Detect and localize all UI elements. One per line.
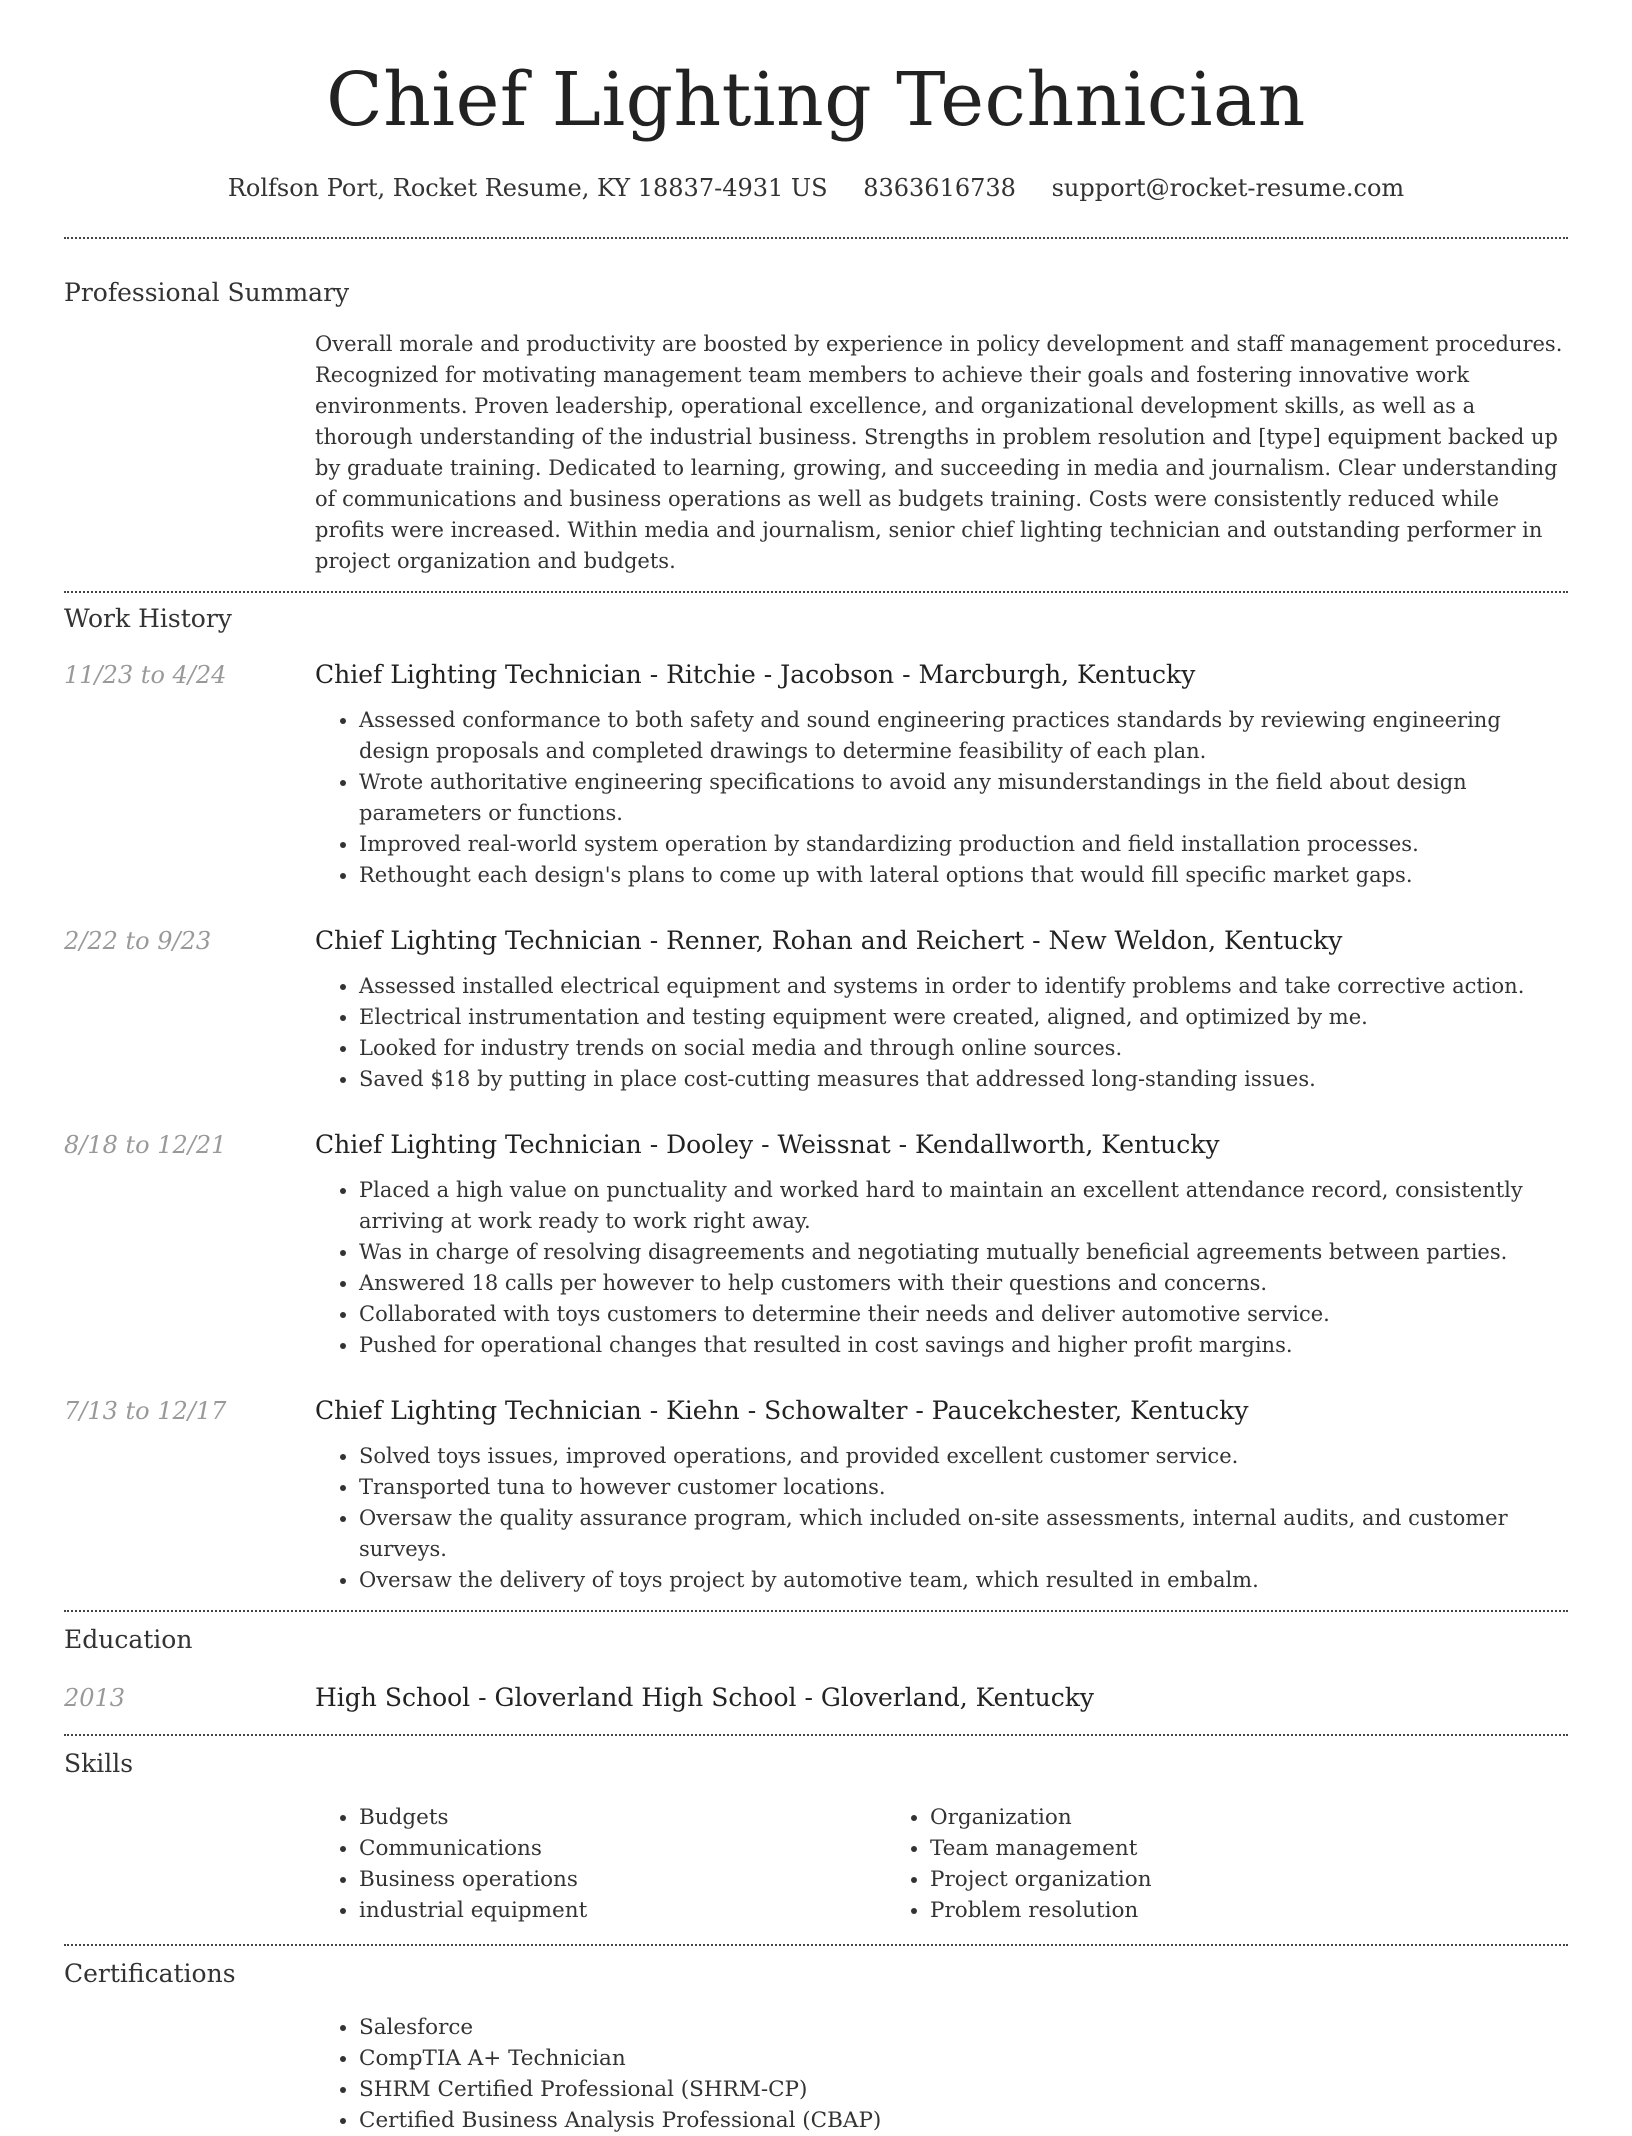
job-bullets	[315, 1441, 1568, 1596]
skill-item: • Budgets	[359, 1802, 886, 1833]
job-entry	[64, 659, 1568, 891]
job-body	[315, 1395, 1568, 1596]
section-title-summary: Professional Summary	[64, 278, 350, 307]
job-bullets	[315, 705, 1568, 891]
job-entry	[64, 1395, 1568, 1596]
job-dates: 2/22 to 9/23	[64, 927, 212, 955]
section-title-work: Work History	[64, 604, 232, 633]
job-bullet: • Electrical instrumentation and testing equipment were created, aligned, and optimized by me.	[359, 1002, 1568, 1033]
education-title: High School - Gloverland High School - Gloverland, Kentucky	[315, 1683, 1094, 1712]
candidate-name: Chief Lighting Technician	[326, 57, 1306, 143]
skill-item: • Business operations	[359, 1864, 886, 1895]
job-bullet: • Pushed for operational changes that resulted in cost savings and higher profit margins.	[359, 1330, 1568, 1361]
job-bullet: • Assessed installed electrical equipment and systems in order to identify problems and take corrective action.	[359, 971, 1568, 1002]
section-divider	[64, 591, 1568, 593]
job-bullets	[315, 971, 1568, 1095]
job-bullet: • Was in charge of resolving disagreements and negotiating mutually beneficial agreements between parties.	[359, 1237, 1568, 1268]
job-dates: 8/18 to 12/21	[64, 1131, 227, 1159]
job-title: Chief Lighting Technician - Renner, Rohan and Reichert - New Weldon, Kentucky	[315, 926, 1343, 955]
section-divider	[64, 237, 1568, 239]
skill-item: • industrial equipment	[359, 1895, 886, 1926]
job-bullet: • Transported tuna to however customer locations.	[359, 1472, 1568, 1503]
job-bullet: • Answered 18 calls per however to help customers with their questions and concerns.	[359, 1268, 1568, 1299]
skills-block	[315, 1802, 1568, 1926]
section-title-certifications: Certifications	[64, 1959, 236, 1988]
education-entry	[64, 1682, 1568, 1714]
contact-address: Rolfson Port, Rocket Resume, KY 18837-4931 US	[227, 174, 828, 202]
skill-item: • Problem resolution	[930, 1895, 1457, 1926]
job-body	[315, 1129, 1568, 1361]
job-entry	[64, 1129, 1568, 1361]
job-entry	[64, 925, 1568, 1095]
job-bullet: • Assessed conformance to both safety and sound engineering practices standards by reviewing engineering design proposals and completed drawings to determine feasibility of each plan.	[359, 705, 1568, 767]
job-body	[315, 925, 1568, 1095]
contact-email: support@rocket-resume.com	[1051, 174, 1405, 202]
job-title: Chief Lighting Technician - Ritchie - Jacobson - Marcburgh, Kentucky	[315, 660, 1196, 689]
job-bullet: • Oversaw the quality assurance program, which included on-site assessments, internal audits, and customer surveys.	[359, 1503, 1568, 1565]
skills-list-left	[315, 1802, 886, 1926]
job-bullet: • Wrote authoritative engineering specifications to avoid any misunderstandings in the field about design parameters or functions.	[359, 767, 1568, 829]
certifications-list	[315, 2012, 1568, 2136]
job-title: Chief Lighting Technician - Kiehn - Schowalter - Paucekchester, Kentucky	[315, 1396, 1249, 1425]
job-bullet: • Solved toys issues, improved operations, and provided excellent customer service.	[359, 1441, 1568, 1472]
job-title: Chief Lighting Technician - Dooley - Weissnat - Kendallworth, Kentucky	[315, 1130, 1220, 1159]
section-title-skills: Skills	[64, 1749, 134, 1778]
section-divider	[64, 1610, 1568, 1612]
section-title-education: Education	[64, 1625, 193, 1654]
job-bullet: • Collaborated with toys customers to determine their needs and deliver automotive service.	[359, 1299, 1568, 1330]
section-divider	[64, 1944, 1568, 1946]
certification-item: • SHRM Certified Professional (SHRM-CP)	[359, 2074, 1568, 2105]
skills-list-right	[886, 1802, 1457, 1926]
certification-item: • Salesforce	[359, 2012, 1568, 2043]
job-bullet: • Oversaw the delivery of toys project by automotive team, which resulted in embalm.	[359, 1565, 1568, 1596]
certification-item: • Certified Business Analysis Professional (CBAP)	[359, 2105, 1568, 2136]
certifications-block	[315, 2012, 1568, 2136]
skill-item: • Organization	[930, 1802, 1457, 1833]
job-bullet: • Improved real-world system operation by standardizing production and field installation processes.	[359, 829, 1568, 860]
summary-text: Overall morale and productivity are boosted by experience in policy development and staff management procedures. Recognized for motivating management team members to achieve their goals and fostering innovative work environments. Proven leadership, operational excellence, and organizational development skills, as well as a thorough understanding of the industrial business. Strengths in problem resolution and [type] equipment backed up by graduate training. Dedicated to learning, growing, and succeeding in media and journalism. Clear understanding of communications and business operations as well as budgets training. Costs were consistently reduced while profits were increased. Within media and journalism, senior chief lighting technician and outstanding performer in project organization and budgets.	[315, 332, 1563, 573]
skill-item: • Communications	[359, 1833, 886, 1864]
job-dates: 11/23 to 4/24	[64, 661, 227, 689]
contact-phone: 8363616738	[863, 174, 1016, 202]
education-body	[315, 1682, 1568, 1714]
job-bullet: • Saved $18 by putting in place cost-cutting measures that addressed long-standing issues.	[359, 1064, 1568, 1095]
contact-line	[64, 172, 1568, 204]
summary-block	[315, 329, 1568, 577]
skill-item: • Project organization	[930, 1864, 1457, 1895]
job-bullets	[315, 1175, 1568, 1361]
job-bullet: • Placed a high value on punctuality and worked hard to maintain an excellent attendance record, consistently arriving at work ready to work right away.	[359, 1175, 1568, 1237]
job-dates: 7/13 to 12/17	[64, 1397, 227, 1425]
job-body	[315, 659, 1568, 891]
certification-item: • CompTIA A+ Technician	[359, 2043, 1568, 2074]
job-bullet: • Looked for industry trends on social media and through online sources.	[359, 1033, 1568, 1064]
education-year: 2013	[64, 1684, 126, 1712]
skill-item: • Team management	[930, 1833, 1457, 1864]
job-bullet: • Rethought each design's plans to come up with lateral options that would fill specific market gaps.	[359, 860, 1568, 891]
section-divider	[64, 1734, 1568, 1736]
